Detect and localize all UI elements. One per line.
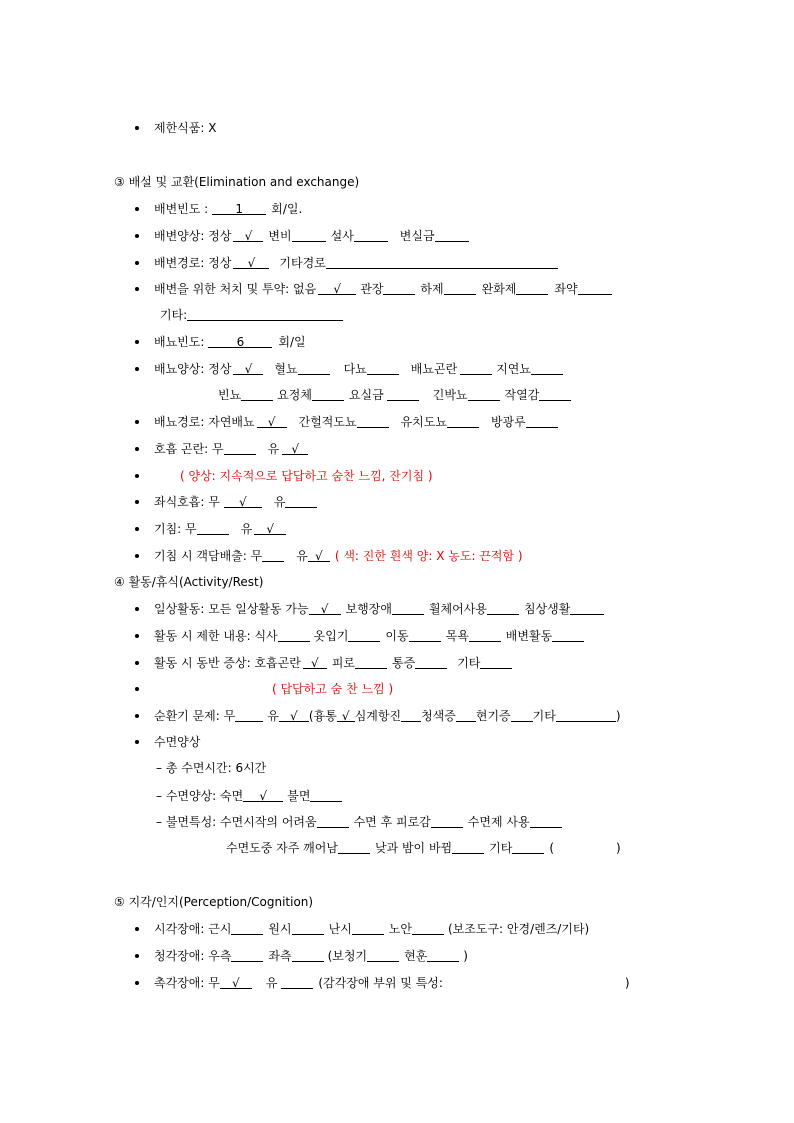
bullet	[135, 207, 139, 211]
bullet	[135, 927, 139, 931]
bowel-pattern: 배변양상: 정상 √ 변비 설사 변실금	[154, 228, 469, 244]
bullet	[135, 340, 139, 344]
restricted-food: 제한식품: X	[154, 121, 217, 135]
section-3-title: ③ 배설 및 교환(Elimination and exchange)	[114, 175, 360, 189]
bullet	[135, 714, 139, 718]
bullet	[135, 447, 139, 451]
respiratory-note: ( 양상: 지속적으로 답답하고 숨찬 느낌, 잔기침 )	[180, 469, 433, 483]
bullet	[135, 367, 139, 371]
urine-frequency: 배뇨빈도: 6 회/일	[154, 335, 306, 349]
insomnia-characteristics: – 불면특성: 수면시작의 어려움 수면 후 피로감 수면제 사용	[156, 814, 562, 830]
respiratory-difficulty: 호흡 곤란: 무 유 √	[154, 441, 308, 457]
activity-note: ( 답답하고 숨 찬 느낌 )	[272, 682, 394, 696]
cough: 기침: 무 유 √	[154, 521, 286, 537]
bullet	[135, 234, 139, 238]
bullet	[135, 261, 139, 265]
hearing-impairment: 청각장애: 우측 좌측 (보청기 현훈 )	[154, 949, 468, 963]
urine-pattern-2: 빈뇨 요정체 요실금 긴박뇨 작열감	[218, 387, 571, 403]
urine-pattern: 배뇨양상: 정상 √ 혈뇨 다뇨 배뇨곤란 지연뇨	[154, 361, 563, 377]
section-4-title: ④ 활동/휴식(Activity/Rest)	[114, 575, 264, 589]
activity-symptom: 활동 시 동반 증상: 호흡곤란 √ 피로 통증 기타	[154, 655, 512, 671]
sputum: 기침 시 객담배출: 무 유 √ ( 색: 진한 흰색 양: X 농도: 끈적함 )	[154, 549, 523, 563]
bullet	[135, 474, 139, 478]
insomnia-characteristics-2: 수면도중 자주 깨어남 낮과 밤이 바뀜 기타 ( )	[226, 841, 621, 855]
bullet	[135, 687, 139, 691]
bullet	[135, 981, 139, 985]
bullet	[135, 126, 139, 130]
daily-activity: 일상활동: 모든 일상활동 가능 √ 보행장애 휠체어사용 침상생활	[154, 601, 604, 617]
section-5-title: ⑤ 지각/인지(Perception/Cognition)	[114, 895, 314, 909]
urine-route: 배뇨경로: 자연배뇨 √ 간헐적도뇨 유치도뇨 방광루	[154, 414, 558, 430]
bullet	[135, 954, 139, 958]
bowel-route: 배변경로: 정상 √ 기타경로	[154, 255, 558, 271]
bullet	[135, 420, 139, 424]
bullet	[135, 740, 139, 744]
sleep-pattern: – 수면양상: 숙면 √ 불면	[156, 788, 342, 804]
circulation: 순환기 문제: 무 유 √ (흉통 √ 심계항진 청색증 현기증 기타 )	[154, 709, 621, 723]
sleep-total: – 총 수면시간: 6시간	[156, 761, 267, 775]
vision-impairment: 시각장애: 근시 원시 난시 노안 (보조도구: 안경/렌즈/기타)	[154, 922, 590, 936]
activity-limitation: 활동 시 제한 내용: 식사 옷입기 이동 목욕 배변활동	[154, 628, 584, 644]
bowel-aid: 배변을 위한 처치 및 투약: 없음 √ 관장 하제 완화제 좌약	[154, 281, 612, 297]
orthopnea: 좌식호흡: 무 √ 유	[154, 494, 317, 510]
sensory-impairment: 촉각장애: 무 √ 유 (감각장애 부위 및 특성: )	[154, 976, 630, 990]
bullet	[135, 634, 139, 638]
sleep-title: 수면양상	[154, 735, 201, 749]
bowel-frequency: 배변빈도 : 1 회/일.	[154, 202, 303, 216]
bullet	[135, 287, 139, 291]
bullet	[135, 661, 139, 665]
bullet	[135, 607, 139, 611]
bullet	[135, 527, 139, 531]
bullet	[135, 500, 139, 504]
bullet	[135, 554, 139, 558]
bowel-aid-other: 기타:	[160, 307, 343, 323]
